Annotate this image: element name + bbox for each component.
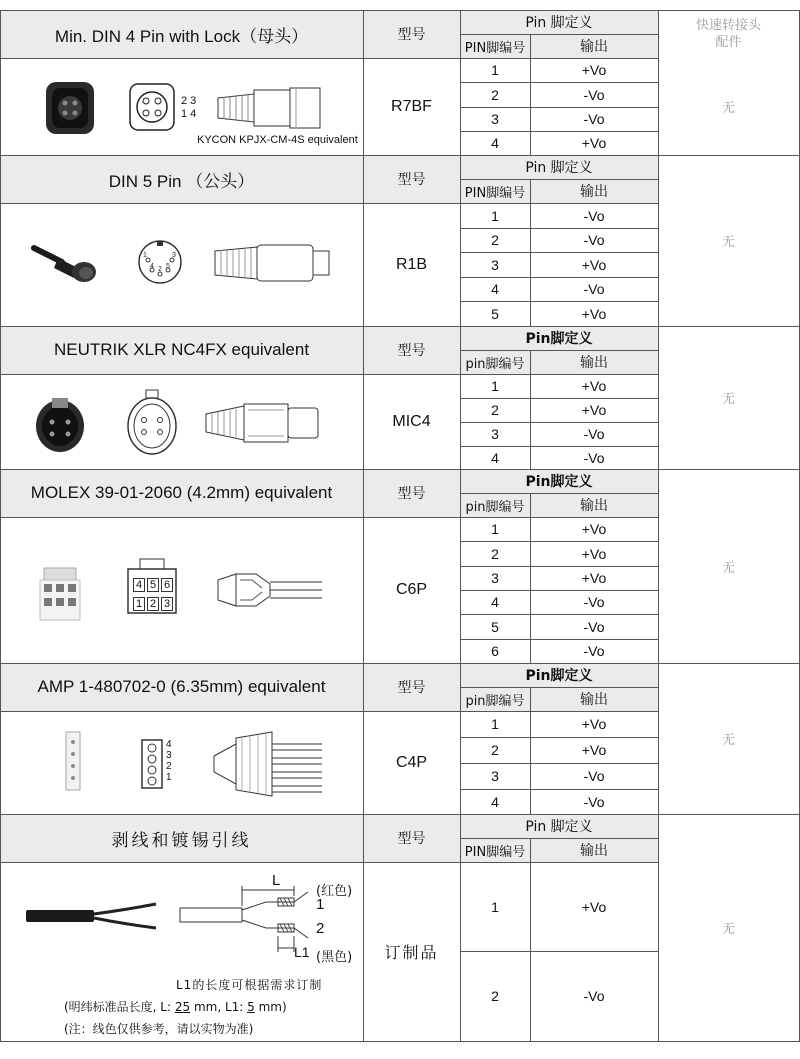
accessory-value: 无 <box>721 235 735 250</box>
wire-label-1: 1 <box>316 896 325 913</box>
model-header: 型号 <box>397 831 426 847</box>
wire-label-red: (红色) <box>316 884 353 899</box>
pin-def-header: Pin 脚定义 <box>525 15 593 31</box>
pin-number: 1 <box>491 378 499 394</box>
model-name: 订制品 <box>384 943 439 962</box>
pin-output: +Vo <box>581 742 607 758</box>
pin-no-header: PIN脚编号 <box>464 40 526 56</box>
xlr-photo <box>32 394 88 456</box>
accessory-value: 无 <box>721 392 735 407</box>
pin-output: -Vo <box>583 618 605 635</box>
model-header: 型号 <box>397 680 426 696</box>
pin-number-label: 4 <box>166 739 172 750</box>
pin-number-label: 4 <box>133 578 145 592</box>
section-title: 剥线和镀锡引线 <box>111 830 252 851</box>
pin-number: 1 <box>491 521 499 537</box>
pin-output: -Vo <box>583 207 605 224</box>
molex-photo <box>38 566 82 622</box>
amp-pinout <box>140 738 164 790</box>
pin-number: 1 <box>491 716 499 732</box>
amp-plug-drawing <box>212 728 328 800</box>
pin-number-label: 1 4 <box>181 108 197 120</box>
color-disclaimer: (注：线色仅供参考，请以实物为准) <box>64 1022 254 1036</box>
din5-cable-photo <box>32 238 102 288</box>
pin-output: -Vo <box>583 594 605 610</box>
pin-number: 4 <box>491 449 499 466</box>
output-header: 输出 <box>580 498 608 514</box>
pin-def-header: Pin脚定义 <box>525 668 593 684</box>
section-title: MOLEX 39-01-2060 (4.2mm) equivalent <box>30 483 333 502</box>
mini-din-photo <box>40 78 100 138</box>
xlr-pinout <box>124 388 180 458</box>
accessory-value: 无 <box>721 922 735 937</box>
pin-number: 4 <box>491 594 499 610</box>
standard-length-note: (明纬标准品长度, L: 25 mm, L1: 5 mm) <box>64 1000 287 1014</box>
pin-output: -Vo <box>583 768 605 784</box>
pin-output: -Vo <box>583 793 605 810</box>
model-name: MIC4 <box>392 412 431 430</box>
pin-number-label: 1 <box>133 597 145 611</box>
section-title: NEUTRIK XLR NC4FX equivalent <box>53 340 310 359</box>
accessory-value: 无 <box>721 560 735 576</box>
xlr-plug-drawing <box>204 400 324 446</box>
pin-number: 6 <box>491 643 499 659</box>
pin-number: 5 <box>491 305 499 322</box>
pin-output: -Vo <box>583 449 605 466</box>
mini-din-pinout <box>128 82 178 132</box>
pin-output: -Vo <box>583 111 605 127</box>
output-header: 输出 <box>580 355 608 371</box>
svg-text:4: 4 <box>150 263 154 270</box>
model-name: R7BF <box>391 97 432 115</box>
pin-def-header: Pin 脚定义 <box>525 160 593 176</box>
pin-output: +Vo <box>581 378 607 394</box>
pin-number: 2 <box>491 232 499 248</box>
pin-def-header: Pin脚定义 <box>525 331 593 347</box>
pin-output: -Vo <box>583 426 605 442</box>
output-header: 输出 <box>580 692 608 708</box>
pin-output: -Vo <box>583 643 605 659</box>
svg-text:1: 1 <box>143 252 147 259</box>
length-note: L1的长度可根据需求订制 <box>176 978 323 992</box>
pin-no-header: pin脚编号 <box>465 356 525 372</box>
pin-number: 2 <box>491 86 499 103</box>
section-title: DIN 5 Pin （公头） <box>108 171 255 191</box>
wire-label-L1: L1 <box>294 944 310 960</box>
section-title: Min. DIN 4 Pin with Lock（母头） <box>54 26 309 46</box>
pin-number-label: 3 <box>166 750 172 761</box>
output-header: 输出 <box>580 843 608 859</box>
pin-number: 4 <box>491 135 499 151</box>
pin-number: 2 <box>491 402 499 418</box>
pin-output: +Vo <box>581 135 607 151</box>
output-header: 输出 <box>580 184 608 200</box>
pin-no-header: PIN脚编号 <box>464 185 526 201</box>
pin-number-label: 2 <box>166 761 172 772</box>
pin-number: 3 <box>491 570 499 586</box>
pin-output: -Vo <box>583 86 605 103</box>
pin-output: +Vo <box>581 545 607 562</box>
connector-caption: KYCON KPJX-CM-4S equivalent <box>197 134 358 146</box>
pin-output: -Vo <box>583 232 605 248</box>
pin-output: +Vo <box>581 256 607 273</box>
pin-number: 3 <box>491 768 499 784</box>
din5-pinout <box>136 238 184 286</box>
pin-number-label: 2 3 <box>181 95 197 107</box>
svg-text:3: 3 <box>172 252 176 259</box>
model-name: R1B <box>395 255 428 273</box>
pin-number: 1 <box>491 898 499 915</box>
output-header: 输出 <box>580 39 608 55</box>
model-name: C4P <box>395 753 428 771</box>
pin-number-label: 2 <box>147 597 159 611</box>
pin-output: -Vo <box>583 281 605 297</box>
amp-photo <box>62 730 84 792</box>
pin-number: 2 <box>491 545 499 562</box>
pin-number: 1 <box>491 207 499 224</box>
molex-plug-drawing <box>216 570 326 610</box>
pin-output: -Vo <box>583 988 605 1004</box>
stripped-wire-photo <box>24 896 164 936</box>
din5-plug-drawing <box>213 243 333 283</box>
accessory-value: 无 <box>721 101 735 116</box>
pin-output: +Vo <box>581 570 607 586</box>
accessory-column-header: 快速转接头 配件 <box>695 18 761 50</box>
wire-label-black: (黑色) <box>316 950 353 965</box>
model-name: C6P <box>395 581 428 598</box>
model-header: 型号 <box>397 486 426 502</box>
pin-no-header: pin脚编号 <box>465 693 525 709</box>
pin-number: 5 <box>491 618 499 635</box>
pin-output: +Vo <box>581 305 607 322</box>
pin-number: 2 <box>491 988 499 1004</box>
mini-din-plug-drawing <box>214 86 326 130</box>
wire-label-2: 2 <box>316 920 325 937</box>
pin-def-header: Pin 脚定义 <box>525 819 593 835</box>
pin-number: 4 <box>491 281 499 297</box>
pin-output: +Vo <box>581 521 607 537</box>
pin-number: 3 <box>491 256 499 273</box>
section-title: AMP 1-480702-0 (6.35mm) equivalent <box>37 677 326 696</box>
pin-number-label: 6 <box>161 578 173 592</box>
accessory-value: 无 <box>721 733 735 748</box>
wire-label-L: L <box>272 872 281 889</box>
pin-number: 3 <box>491 426 499 442</box>
pin-def-header: Pin脚定义 <box>525 474 593 490</box>
pin-number-label: 1 <box>166 772 172 783</box>
pin-number: 3 <box>491 111 499 127</box>
pin-output: +Vo <box>581 898 607 915</box>
svg-text:2: 2 <box>158 266 162 273</box>
pin-number: 4 <box>491 793 499 810</box>
pin-number: 1 <box>491 62 499 78</box>
model-header: 型号 <box>397 27 426 43</box>
pin-number-label: 3 <box>161 597 173 611</box>
model-header: 型号 <box>397 172 426 188</box>
model-header: 型号 <box>397 343 426 359</box>
pin-number: 2 <box>491 742 499 758</box>
pin-no-header: PIN脚编号 <box>464 844 526 860</box>
pin-number-label: 5 <box>147 578 159 592</box>
pin-output: +Vo <box>581 62 607 78</box>
pin-output: +Vo <box>581 402 607 418</box>
pin-no-header: pin脚编号 <box>465 499 525 515</box>
svg-text:5: 5 <box>166 263 170 270</box>
pin-output: +Vo <box>581 716 607 732</box>
